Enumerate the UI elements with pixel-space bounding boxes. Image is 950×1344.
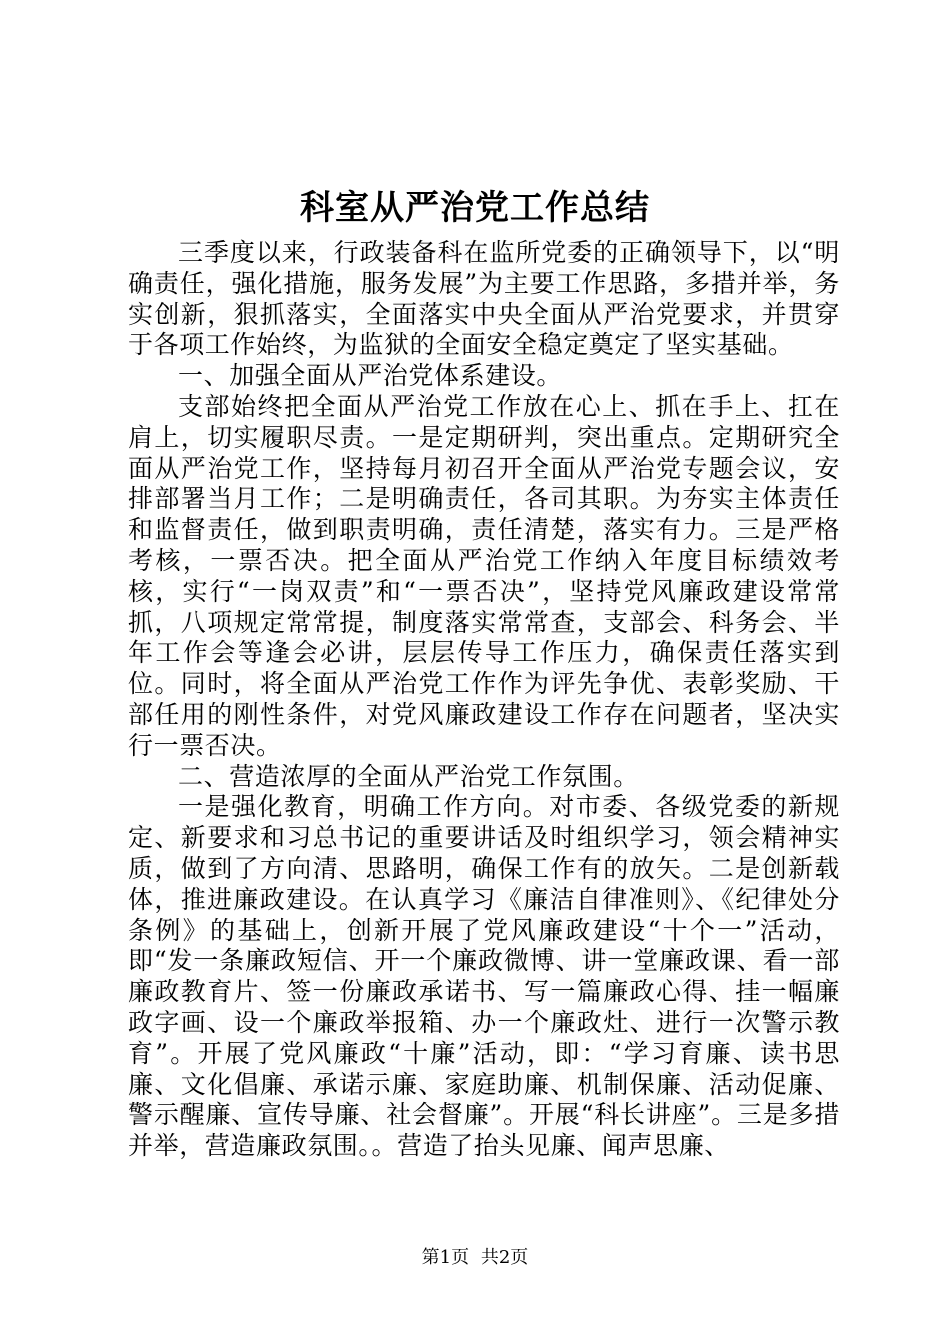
section-2-heading: 二、营造浓厚的全面从严治党工作氛围。 — [178, 761, 639, 791]
section-1-heading: 一、加强全面从严治党体系建设。 — [178, 361, 563, 391]
document-title: 科室从严治党工作总结 — [300, 188, 650, 228]
page-total: 共2页 — [480, 1247, 529, 1268]
section-1-paragraph: 支部始终把全面从严治党工作放在心上、抓在手上、扛在肩上，切实履职尽责。一是定期研判，突出重点。定期研究全面从严治党工作，坚持每月初召开全面从严治党专题会议，安排部署当月工作；二是明确责任，各司其职。为夯实主体责任和监督责任，做到职责明确，责任清楚，落实有力。三是严格考核，一票否决。把全面从严治党工作纳入年度目标绩效考核，实行“一岗双责”和“一票否决”，坚持党风廉政建设常常抓，八项规定常常提，制度落实常常查，支部会、科务会、半年工作会等逢会必讲，层层传导工作压力，确保责任落实到位。同时，将全面从严治党工作作为评先争优、表彰奖励、干部任用的刚性条件，对党风廉政建设工作存在问题者，坚决实行一票否决。 — [128, 391, 840, 760]
page-number: 第1页 — [421, 1247, 470, 1268]
page-footer — [0, 1246, 950, 1270]
section-2-paragraph: 一是强化教育，明确工作方向。对市委、各级党委的新规定、新要求和习总书记的重要讲话及时组织学习，领会精神实质，做到了方向清、思路明，确保工作有的放矢。二是创新载体，推进廉政建设。在认真学习《廉洁自律准则》、《纪律处分条例》的基础上，创新开展了党风廉政建设“十个一”活动，即“发一条廉政短信、开一个廉政微博、讲一堂廉政课、看一部廉政教育片、签一份廉政承诺书、写一篇廉政心得、挂一幅廉政字画、设一个廉政举报箱、办一个廉政灶、进行一次警示教育”。开展了党风廉政“十廉”活动，即：“学习育廉、读书思廉、文化倡廉、承诺示廉、家庭助廉、机制保廉、活动促廉、警示醒廉、宣传导廉、社会督廉”。开展“科长讲座”。三是多措并举，营造廉政氛围。。营造了抬头见廉、闻声思廉、 — [128, 792, 840, 1161]
document-body — [128, 238, 840, 1162]
intro-paragraph: 三季度以来，行政装备科在监所党委的正确领导下，以“明确责任，强化措施，服务发展”为主要工作思路，多措并举，务实创新，狠抓落实，全面落实中央全面从严治党要求，并贯穿于各项工作始终，为监狱的全面安全稳定奠定了坚实基础。 — [128, 238, 840, 360]
